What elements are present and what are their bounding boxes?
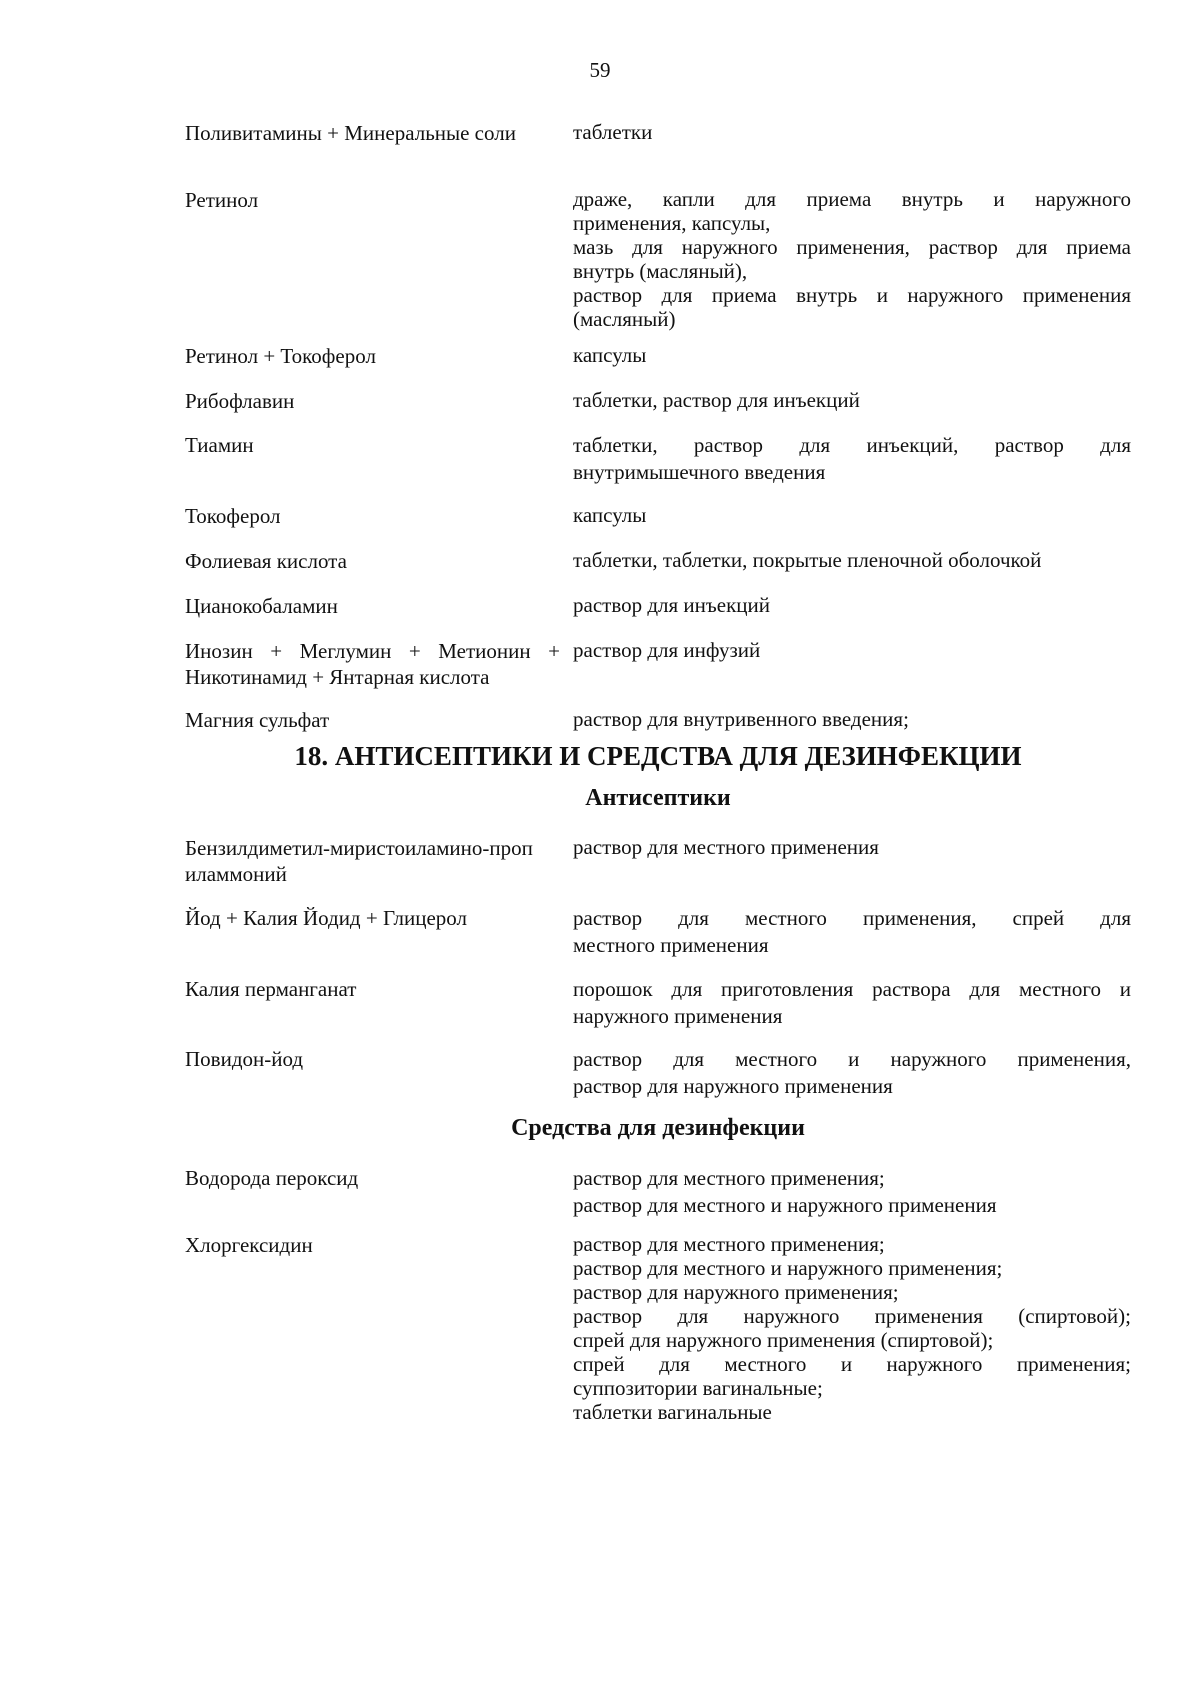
drug-name: Магния сульфат (185, 708, 330, 732)
drug-name: Инозин + Меглумин + Метионин + Никотинамид + Янтарная кислота (185, 639, 560, 689)
drug-forms: таблетки, раствор для инъекций (573, 388, 860, 412)
drug-forms: порошок для приготовления раствора для местного и наружного применения (573, 977, 1131, 1028)
drug-name: Повидон-йод (185, 1047, 304, 1071)
subsection-title-antiseptics: Антисептики (585, 785, 731, 811)
drug-name: Фолиевая кислота (185, 549, 347, 573)
drug-forms: раствор для местного применения, спрей для местного применения (573, 906, 1131, 957)
drug-forms: раствор для местного применения; раствор для местного и наружного применения (573, 1166, 997, 1217)
drug-name: Йод + Калия Йодид + Глицерол (185, 906, 468, 930)
drug-forms: раствор для местного и наружного применения, раствор для наружного применения (573, 1047, 1131, 1098)
drug-forms: таблетки (573, 120, 653, 144)
drug-name: Тиамин (185, 433, 254, 457)
drug-name: Ретинол + Токоферол (185, 344, 376, 368)
drug-name: Поливитамины + Минеральные соли (185, 121, 516, 145)
drug-forms: раствор для внутривенного введения; (573, 707, 909, 731)
drug-forms: раствор для инфузий (573, 638, 761, 662)
drug-name: Токоферол (185, 504, 281, 528)
drug-forms: таблетки, раствор для инъекций, раствор для внутримышечного введения (573, 433, 1131, 484)
drug-forms: раствор для местного применения; раствор для местного и наружного применения; раствор для наружного применения; раствор для наружного применения (спиртовой); спрей для наружного применения (спиртовой); спрей для местного и наружного применения; суппозитории вагинальные; таблетки вагинальные (573, 1232, 1131, 1424)
drug-name: Рибофлавин (185, 389, 295, 413)
section-title: 18. АНТИСЕПТИКИ И СРЕДСТВА ДЛЯ ДЕЗИНФЕКЦИИ (294, 741, 1022, 771)
drug-name: Ретинол (185, 188, 259, 212)
drug-name: Калия перманганат (185, 977, 357, 1001)
drug-name: Цианокобаламин (185, 594, 338, 618)
drug-forms: раствор для инъекций (573, 593, 770, 617)
drug-forms: раствор для местного применения (573, 835, 879, 859)
drug-forms: капсулы (573, 343, 647, 367)
subsection-title-disinfection: Средства для дезинфекции (511, 1115, 805, 1141)
drug-forms: таблетки, таблетки, покрытые пленочной оболочкой (573, 548, 1042, 572)
page-number: 59 (589, 58, 611, 82)
drug-name: Бензилдиметил-миристоиламино-пропиламмоний (185, 836, 533, 886)
drug-forms: капсулы (573, 503, 647, 527)
drug-forms: драже, капли для приема внутрь и наружного применения, капсулы, мазь для наружного применения, раствор для приема внутрь (масляный), раствор для приема внутрь и наружного применения (масляный) (573, 187, 1131, 331)
drug-name: Водорода пероксид (185, 1166, 359, 1190)
drug-name: Хлоргексидин (185, 1233, 313, 1257)
